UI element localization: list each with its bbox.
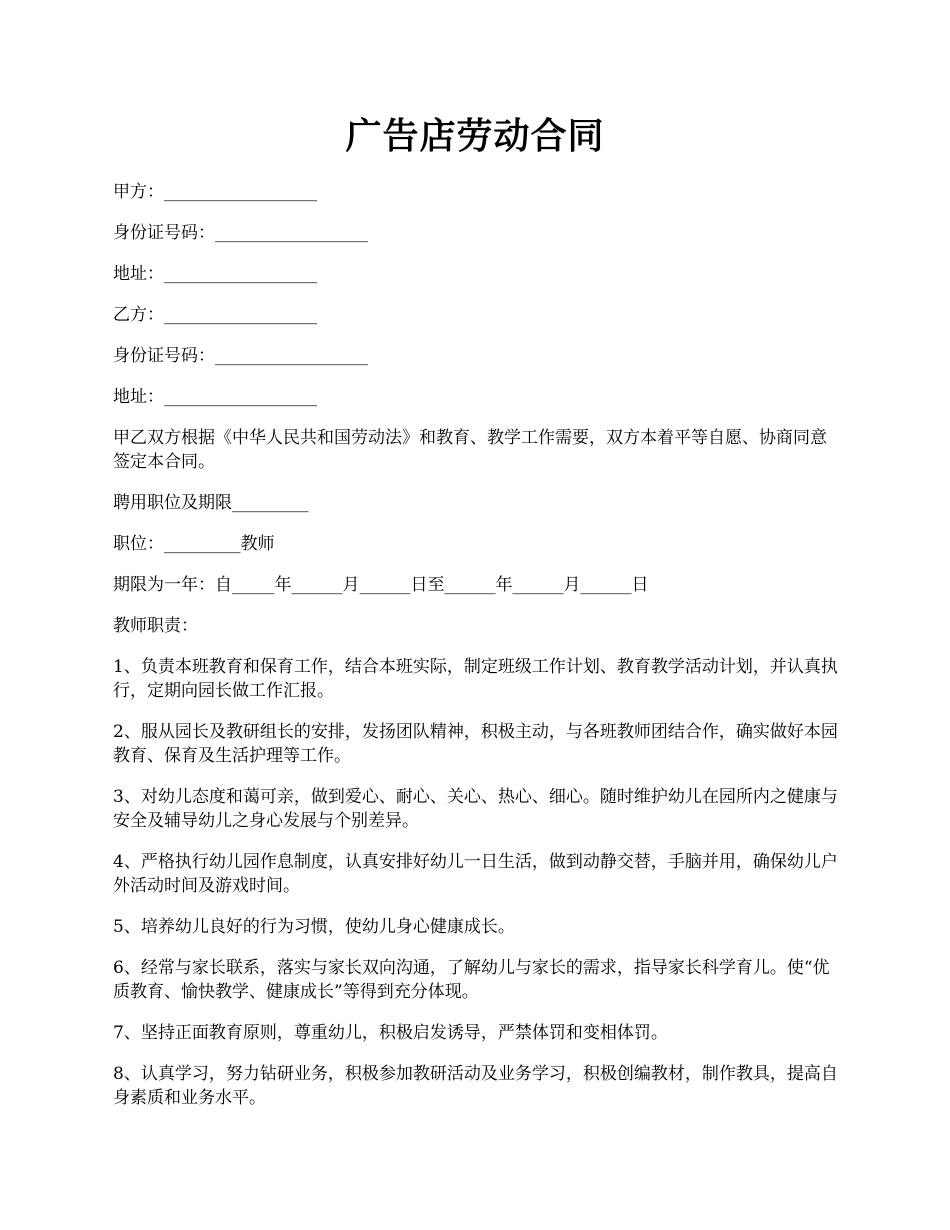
duty-item: 2、服从园长及教研组长的安排，发扬团队精神，积极主动，与各班教师团结合作，确实做好本园教育、保育及生活护理等工作。: [113, 722, 838, 766]
party-a-field: 甲方：__________________: [113, 182, 317, 202]
duty-item: 5、培养幼儿良好的行为习惯，使幼儿身心健康成长。: [113, 917, 515, 937]
duty-item: 8、认真学习，努力钻研业务，积极参加教研活动及业务学习，积极创编教材，制作教具，提高自身素质和业务水平。: [113, 1064, 838, 1108]
party-a-id-field: 身份证号码：__________________: [113, 223, 368, 243]
duty-item: 6、经常与家长联系，落实与家长双向沟通，了解幼儿与家长的需求，指导家长科学育儿。使“优质教育、愉快教学、健康成长”等得到充分体现。: [113, 958, 830, 1002]
party-b-id-field: 身份证号码：__________________: [113, 346, 368, 366]
position-field: 职位：_________教师: [113, 534, 275, 554]
document-title: 广告店劳动合同: [345, 115, 605, 157]
term-field: 期限为一年：自_____年______月______日至______年______月______日: [113, 575, 649, 595]
position-heading: 聘用职位及期限_________: [113, 493, 309, 513]
duty-item: 4、严格执行幼儿园作息制度，认真安排好幼儿一日生活，做到动静交替，手脑并用，确保幼儿户外活动时间及游戏时间。: [113, 852, 838, 896]
party-b-field: 乙方：__________________: [113, 305, 317, 325]
intro-paragraph: 甲乙双方根据《中华人民共和国劳动法》和教育、教学工作需要，双方本着平等自愿、协商同意签定本合同。: [113, 428, 827, 472]
party-b-address-field: 地址：__________________: [113, 387, 317, 407]
document-body: [113, 180, 841, 1127]
duty-item: 1、负责本班教育和保育工作，结合本班实际，制定班级工作计划、教育教学活动计划，并认真执行，定期向园长做工作汇报。: [113, 657, 838, 701]
duty-item: 7、坚持正面教育原则，尊重幼儿，积极启发诱导，严禁体罚和变相体罚。: [113, 1023, 668, 1043]
party-a-address-field: 地址：__________________: [113, 264, 317, 284]
duties-heading: 教师职责：: [113, 616, 198, 636]
duty-item: 3、对幼儿态度和蔼可亲，做到爱心、耐心、关心、热心、细心。随时维护幼儿在园所内之健康与安全及辅导幼儿之身心发展与个别差异。: [113, 787, 838, 831]
